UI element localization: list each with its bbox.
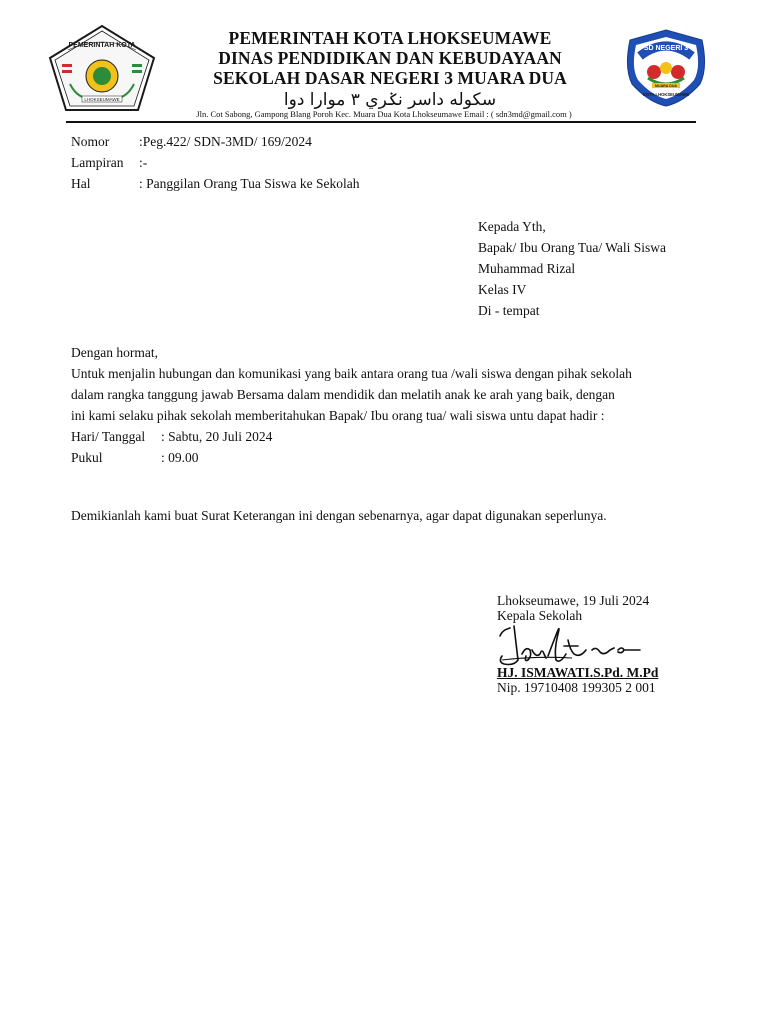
signatory-nip: Nip. 19710408 199305 2 001 bbox=[497, 680, 656, 695]
svg-text:KOTA LHOKSEUMAWE: KOTA LHOKSEUMAWE bbox=[642, 92, 690, 97]
recipient-class: Kelas IV bbox=[478, 282, 527, 297]
date-label: Hari/ Tanggal bbox=[71, 429, 146, 444]
school-address: Jln. Cot Sabong, Gampong Blang Poroh Kec. Muara Dua Kota Lhokseumawe Email : ( sdn3md@gmail.com ) bbox=[196, 109, 572, 119]
place-date: Lhokseumawe, 19 Juli 2024 bbox=[497, 593, 650, 608]
hal-value: : Panggilan Orang Tua Siswa ke Sekolah bbox=[139, 176, 360, 191]
hal-label: Hal bbox=[71, 176, 91, 191]
body-paragraph-line-3: ini kami selaku pihak sekolah memberitahukan Bapak/ Ibu orang tua/ wali siswa untu dapat hadir : bbox=[71, 408, 605, 423]
lampiran-value: :- bbox=[139, 155, 148, 170]
letterhead-title bbox=[160, 28, 620, 111]
letterhead-line-3: SEKOLAH DASAR NEGERI 3 MUARA DUA bbox=[213, 68, 567, 88]
school-logo bbox=[622, 28, 710, 108]
lampiran-label: Lampiran bbox=[71, 155, 124, 170]
nomor-label: Nomor bbox=[71, 134, 110, 149]
handwritten-signature bbox=[496, 620, 646, 668]
letterhead-arabic: سکوله داسر نݢري ٣ موارا دوا bbox=[283, 90, 497, 110]
letterhead-line-1: PEMERINTAH KOTA LHOKSEUMAWE bbox=[228, 28, 552, 48]
svg-text:LHOKSEUMAWE: LHOKSEUMAWE bbox=[84, 97, 120, 102]
recipient-salutation: Kepada Yth, bbox=[478, 219, 546, 234]
closing-statement: Demikianlah kami buat Surat Keterangan ini dengan sebenarnya, agar dapat digunakan seperlunya. bbox=[71, 508, 607, 523]
body-paragraph-line-2: dalam rangka tanggung jawab Bersama dalam mendidik dan melatih anak ke arah yang baik, dengan bbox=[71, 387, 615, 402]
nomor-value: :Peg.422/ SDN-3MD/ 169/2024 bbox=[139, 134, 312, 149]
svg-text:PEMERINTAH KOTA: PEMERINTAH KOTA bbox=[68, 42, 136, 49]
letterhead-divider bbox=[66, 121, 696, 123]
recipient-name: Muhammad Rizal bbox=[478, 261, 576, 276]
date-value: : Sabtu, 20 Juli 2024 bbox=[161, 429, 273, 444]
signatory-position: Kepala Sekolah bbox=[497, 608, 583, 623]
city-government-logo bbox=[46, 24, 158, 114]
signatory-name: HJ. ISMAWATI.S.Pd. M.Pd bbox=[497, 665, 659, 680]
letterhead-line-2: DINAS PENDIDIKAN DAN KEBUDAYAAN bbox=[218, 48, 562, 68]
svg-text:SD NEGERI 3: SD NEGERI 3 bbox=[643, 45, 689, 52]
body-paragraph-line-1: Untuk menjalin hubungan dan komunikasi yang baik antara orang tua /wali siswa dengan pihak sekolah bbox=[71, 366, 632, 381]
recipient-place: Di - tempat bbox=[478, 303, 540, 318]
time-value: : 09.00 bbox=[161, 450, 199, 465]
greeting: Dengan hormat, bbox=[71, 345, 158, 360]
svg-text:MUARA DUA: MUARA DUA bbox=[654, 84, 678, 88]
recipient-role: Bapak/ Ibu Orang Tua/ Wali Siswa bbox=[478, 240, 667, 255]
time-label: Pukul bbox=[71, 450, 103, 465]
